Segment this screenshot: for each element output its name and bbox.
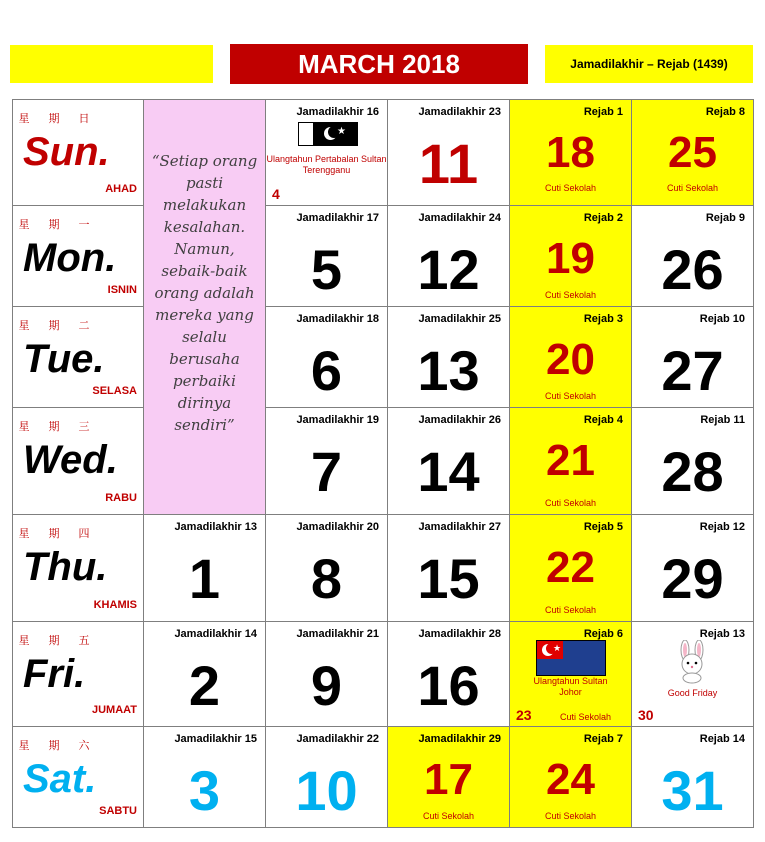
date-number: 30 bbox=[638, 707, 654, 723]
date-number: 31 bbox=[661, 759, 724, 822]
hijri-date: Rejab 4 bbox=[583, 414, 623, 426]
event-label: Ulangtahun Sultan Johor bbox=[533, 676, 608, 697]
hijri-date: Rejab 14 bbox=[699, 733, 745, 745]
day-cn: 星 期 四 bbox=[18, 528, 98, 540]
date-cell-3 bbox=[144, 727, 266, 828]
hijri-date: Rejab 1 bbox=[583, 106, 623, 118]
hijri-date: Rejab 7 bbox=[583, 733, 623, 745]
day-en: Wed. bbox=[23, 438, 118, 482]
day-en: Sat. bbox=[23, 757, 97, 801]
terengganu-flag-icon: ★ bbox=[298, 122, 358, 146]
date-cell-30 bbox=[632, 622, 754, 727]
date-cell-24 bbox=[510, 727, 632, 828]
hijri-date: Rejab 6 bbox=[583, 628, 623, 640]
date-number: 6 bbox=[310, 339, 343, 402]
date-cell-16 bbox=[388, 622, 510, 727]
header-left-band bbox=[10, 45, 213, 83]
event-label: Good Friday bbox=[667, 688, 718, 698]
quote-line: perbaiki bbox=[173, 372, 236, 390]
hijri-date: Rejab 11 bbox=[700, 414, 745, 426]
date-number: 26 bbox=[661, 238, 724, 301]
hijri-date: Jamadilakhir 29 bbox=[418, 733, 501, 745]
day-en: Mon. bbox=[23, 236, 117, 280]
date-cell-15 bbox=[388, 515, 510, 622]
hijri-date: Jamadilakhir 24 bbox=[418, 212, 501, 224]
date-number: 7 bbox=[310, 440, 343, 503]
school-holiday-note: Cuti Sekolah bbox=[559, 712, 612, 722]
day-ms: JUMAAT bbox=[91, 704, 137, 716]
hijri-date: Jamadilakhir 20 bbox=[296, 521, 379, 533]
school-holiday-note: Cuti Sekolah bbox=[544, 391, 597, 401]
date-number: 27 bbox=[661, 339, 724, 402]
date-number: 23 bbox=[516, 707, 532, 723]
day-cn: 星 期 二 bbox=[18, 320, 98, 332]
date-number: 20 bbox=[546, 335, 595, 384]
date-number: 1 bbox=[188, 547, 221, 610]
day-ms: RABU bbox=[105, 492, 137, 504]
date-number: 3 bbox=[188, 759, 221, 822]
quote-line: melakukan bbox=[162, 196, 247, 214]
quote-line: sendiri” bbox=[174, 416, 235, 434]
day-label-wed bbox=[13, 408, 144, 515]
day-cn: 星 期 五 bbox=[18, 635, 98, 647]
date-cell-4 bbox=[266, 100, 388, 206]
date-number: 9 bbox=[310, 654, 343, 717]
quote-line: kesalahan. bbox=[163, 218, 246, 236]
date-cell-6 bbox=[266, 307, 388, 408]
day-en: Tue. bbox=[23, 337, 105, 381]
hijri-date: Jamadilakhir 14 bbox=[174, 628, 257, 640]
day-ms: SABTU bbox=[99, 805, 137, 817]
quote-line: sebaik-baik bbox=[161, 262, 248, 280]
hijri-date: Jamadilakhir 19 bbox=[296, 414, 379, 426]
hijri-date: Rejab 8 bbox=[705, 106, 745, 118]
date-number: 14 bbox=[417, 440, 480, 503]
day-en: Sun. bbox=[23, 130, 110, 174]
quote-line: pasti bbox=[185, 174, 224, 192]
school-holiday-note: Cuti Sekolah bbox=[544, 183, 597, 193]
hijri-date: Jamadilakhir 17 bbox=[296, 212, 379, 224]
hijri-date: Rejab 5 bbox=[583, 521, 623, 533]
day-ms: ISNIN bbox=[107, 284, 137, 296]
date-cell-2 bbox=[144, 622, 266, 727]
quote-line: “Setiap orang bbox=[151, 152, 258, 170]
school-holiday-note: Cuti Sekolah bbox=[666, 183, 719, 193]
hijri-date: Jamadilakhir 25 bbox=[418, 313, 501, 325]
date-number: 21 bbox=[546, 436, 595, 485]
quote-line: orang adalah bbox=[154, 284, 255, 302]
hijri-date: Jamadilakhir 27 bbox=[418, 521, 501, 533]
hijri-date: Jamadilakhir 28 bbox=[418, 628, 501, 640]
day-en: Thu. bbox=[23, 545, 108, 589]
date-cell-31 bbox=[632, 727, 754, 828]
date-number: 18 bbox=[546, 128, 595, 177]
hijri-date: Jamadilakhir 13 bbox=[174, 521, 257, 533]
hijri-date: Jamadilakhir 21 bbox=[296, 628, 379, 640]
date-cell-25 bbox=[632, 100, 754, 206]
quote-line: selalu bbox=[182, 328, 227, 346]
day-cn: 星 期 六 bbox=[18, 740, 98, 752]
calendar-grid bbox=[12, 99, 754, 828]
quote-line: berusaha bbox=[169, 350, 240, 368]
quote-panel bbox=[144, 100, 266, 515]
hijri-date: Jamadilakhir 26 bbox=[418, 414, 501, 426]
date-cell-7 bbox=[266, 408, 388, 515]
date-cell-9 bbox=[266, 622, 388, 727]
day-cn: 星 期 一 bbox=[18, 219, 98, 231]
day-ms: AHAD bbox=[105, 183, 137, 195]
date-cell-23 bbox=[510, 622, 632, 727]
date-cell-18 bbox=[510, 100, 632, 206]
date-number: 8 bbox=[310, 547, 343, 610]
hijri-date: Rejab 10 bbox=[699, 313, 745, 325]
school-holiday-note: Cuti Sekolah bbox=[544, 290, 597, 300]
day-ms: SELASA bbox=[92, 385, 137, 397]
date-number: 24 bbox=[546, 755, 595, 804]
date-number: 15 bbox=[417, 547, 480, 610]
day-label-fri bbox=[13, 622, 144, 727]
date-cell-19 bbox=[510, 206, 632, 307]
quote-line: dirinya bbox=[177, 394, 232, 412]
date-cell-5 bbox=[266, 206, 388, 307]
date-cell-21 bbox=[510, 408, 632, 515]
hijri-date: Jamadilakhir 23 bbox=[418, 106, 501, 118]
date-number: 16 bbox=[417, 654, 480, 717]
date-cell-11 bbox=[388, 100, 510, 206]
day-cn: 星 期 三 bbox=[18, 421, 98, 433]
school-holiday-note: Cuti Sekolah bbox=[544, 811, 597, 821]
date-number: 25 bbox=[668, 128, 717, 177]
easter-bunny-icon bbox=[672, 640, 712, 684]
date-number: 10 bbox=[295, 759, 358, 822]
date-cell-14 bbox=[388, 408, 510, 515]
school-holiday-note: Cuti Sekolah bbox=[544, 605, 597, 615]
hijri-date: Jamadilakhir 16 bbox=[296, 106, 379, 118]
quote-line: mereka yang bbox=[155, 306, 254, 324]
quote-line: Namun, bbox=[174, 240, 235, 258]
hijri-date: Jamadilakhir 18 bbox=[296, 313, 379, 325]
date-cell-22 bbox=[510, 515, 632, 622]
date-cell-27 bbox=[632, 307, 754, 408]
day-label-sun bbox=[13, 100, 144, 206]
day-label-sat bbox=[13, 727, 144, 828]
date-number: 12 bbox=[417, 238, 480, 301]
date-cell-26 bbox=[632, 206, 754, 307]
date-cell-20 bbox=[510, 307, 632, 408]
date-number: 17 bbox=[424, 755, 473, 804]
day-en: Fri. bbox=[23, 652, 86, 696]
day-cn: 星 期 日 bbox=[18, 113, 98, 125]
event-label: Ulangtahun Pertabalan Sultan Terengganu bbox=[266, 154, 387, 175]
date-cell-12 bbox=[388, 206, 510, 307]
day-ms: KHAMIS bbox=[93, 599, 137, 611]
hijri-date: Rejab 13 bbox=[699, 628, 745, 640]
date-number: 22 bbox=[546, 543, 595, 592]
school-holiday-note: Cuti Sekolah bbox=[544, 498, 597, 508]
date-cell-28 bbox=[632, 408, 754, 515]
date-number: 11 bbox=[418, 132, 479, 195]
johor-flag-icon: ★ bbox=[536, 640, 606, 676]
month-title: MARCH 2018 bbox=[230, 44, 528, 84]
quote-text bbox=[150, 150, 259, 436]
date-number: 28 bbox=[661, 440, 724, 503]
hijri-range: Jamadilakhir – Rejab (1439) bbox=[545, 45, 753, 83]
date-cell-10 bbox=[266, 727, 388, 828]
hijri-date: Rejab 9 bbox=[705, 212, 745, 224]
date-number: 29 bbox=[661, 547, 724, 610]
hijri-date: Rejab 2 bbox=[583, 212, 623, 224]
date-number: 5 bbox=[310, 238, 343, 301]
hijri-date: Jamadilakhir 22 bbox=[296, 733, 379, 745]
day-label-tue bbox=[13, 307, 144, 408]
date-cell-13 bbox=[388, 307, 510, 408]
hijri-date: Rejab 3 bbox=[583, 313, 623, 325]
hijri-date: Rejab 12 bbox=[699, 521, 745, 533]
date-number: 4 bbox=[272, 186, 280, 202]
date-cell-1 bbox=[144, 515, 266, 622]
hijri-date: Jamadilakhir 15 bbox=[174, 733, 257, 745]
day-label-mon bbox=[13, 206, 144, 307]
date-cell-17 bbox=[388, 727, 510, 828]
school-holiday-note: Cuti Sekolah bbox=[422, 811, 475, 821]
day-label-thu bbox=[13, 515, 144, 622]
date-number: 19 bbox=[546, 234, 595, 283]
date-cell-29 bbox=[632, 515, 754, 622]
date-cell-8 bbox=[266, 515, 388, 622]
date-number: 2 bbox=[188, 654, 221, 717]
date-number: 13 bbox=[417, 339, 480, 402]
